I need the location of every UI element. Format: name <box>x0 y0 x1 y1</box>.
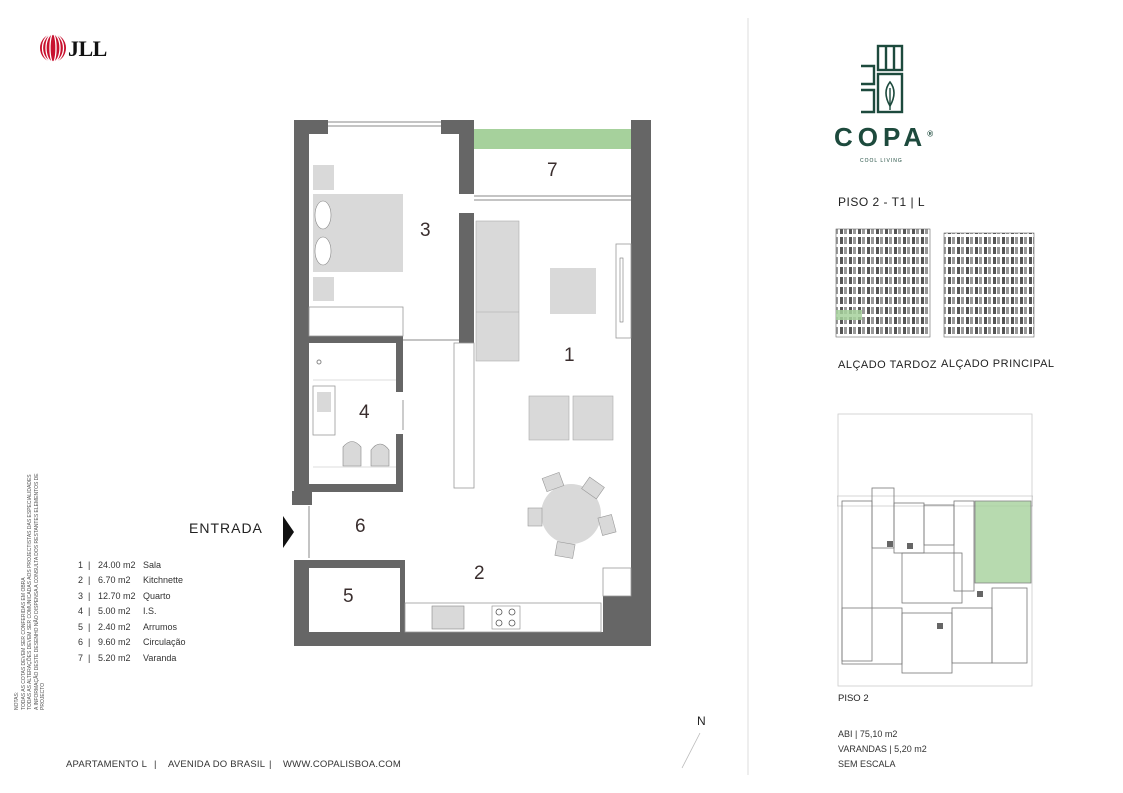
abi-area: ABI | 75,10 m2 <box>838 729 898 739</box>
legend-item: 7 | 5.20 m2 Varanda <box>78 653 177 663</box>
room-label-4: 4 <box>359 402 370 423</box>
disclaimer-line: TODAS AS ALTERAÇÕES DEVEM SER COMUNICADAS AOS PROJECTISTAS DAS ESPECIALIDADES <box>27 474 33 710</box>
disclaimer-line: NOTAS: <box>14 691 20 710</box>
apartment-highlight <box>975 501 1031 583</box>
north-arrow-icon <box>682 733 700 768</box>
front-elevation-label: ALÇADO PRINCIPAL <box>941 358 1055 370</box>
front-elevation <box>944 233 1034 337</box>
pillow <box>315 201 331 229</box>
coffee-table <box>550 268 596 314</box>
room-label-7: 7 <box>547 160 558 181</box>
room-label-1: 1 <box>564 345 575 366</box>
legend-item: 2 | 6.70 m2 Kitchnette <box>78 575 184 585</box>
sink <box>317 392 331 412</box>
kitchen-island <box>454 343 474 488</box>
cooktop <box>492 606 520 629</box>
legend-item: 5 | 2.40 m2 Arrumos <box>78 622 178 632</box>
bidet <box>343 442 361 467</box>
north-label: N <box>697 714 706 728</box>
jll-wordmark: JLL <box>68 36 107 61</box>
copa-building-icon <box>858 44 906 116</box>
copa-tagline: COOL LIVING <box>860 158 903 164</box>
footer-separator: | <box>269 759 272 770</box>
scale-note: SEM ESCALA <box>838 759 896 769</box>
copa-wordmark: COPA® <box>834 122 934 152</box>
entrance-label: ENTRADA <box>189 520 263 536</box>
nightstand <box>313 277 334 301</box>
legend-item: 4 | 5.00 m2 I.S. <box>78 606 157 616</box>
armchair <box>529 396 569 440</box>
drain <box>317 360 321 364</box>
room-label-5: 5 <box>343 586 354 607</box>
room-label-2: 2 <box>474 563 485 584</box>
tv-unit <box>616 244 631 338</box>
legend-item: 6 | 9.60 m2 Circulação <box>78 637 186 647</box>
wardrobe <box>309 307 403 336</box>
room-label-6: 6 <box>355 516 366 537</box>
plan-title: PISO 2 - T1 | L <box>838 195 926 209</box>
appliance <box>603 568 631 596</box>
key-plan <box>837 413 1033 689</box>
footer-separator: | <box>154 759 157 770</box>
rear-elevation <box>836 229 930 337</box>
footer-apartment: APARTAMENTO L <box>66 759 148 770</box>
balcony-area: VARANDAS | 5,20 m2 <box>838 744 927 754</box>
footer-address: AVENIDA DO BRASIL <box>168 759 266 770</box>
kitchen-sink <box>432 606 464 629</box>
legend-item: 1 | 24.00 m2 Sala <box>78 560 162 570</box>
balcony-planter <box>474 129 631 149</box>
pillow <box>315 237 331 265</box>
rear-elevation-label: ALÇADO TARDOZ <box>838 359 937 371</box>
legend-item: 3 | 12.70 m2 Quarto <box>78 591 171 601</box>
footer-website[interactable]: WWW.COPALISBOA.COM <box>283 759 401 770</box>
disclaimer-line: TODAS AS COTAS DEVEM SER CONFERIDAS EM OBRA <box>20 577 27 710</box>
nightstand <box>313 165 334 190</box>
elevations <box>830 225 1040 355</box>
armchair <box>573 396 613 440</box>
room-label-3: 3 <box>420 220 431 241</box>
disclaimer-line: A INFORMAÇÃO DESTE DESENHO NÃO DISPENSA A CONSULTA DOS RESTANTES ELEMENTOS DE PROJECTO <box>33 473 46 710</box>
floor-label: PISO 2 <box>838 693 869 704</box>
entrance-arrow-icon <box>283 516 294 548</box>
rear-elevation-highlight <box>836 310 862 320</box>
toilet <box>371 444 389 466</box>
sofa <box>476 221 519 361</box>
